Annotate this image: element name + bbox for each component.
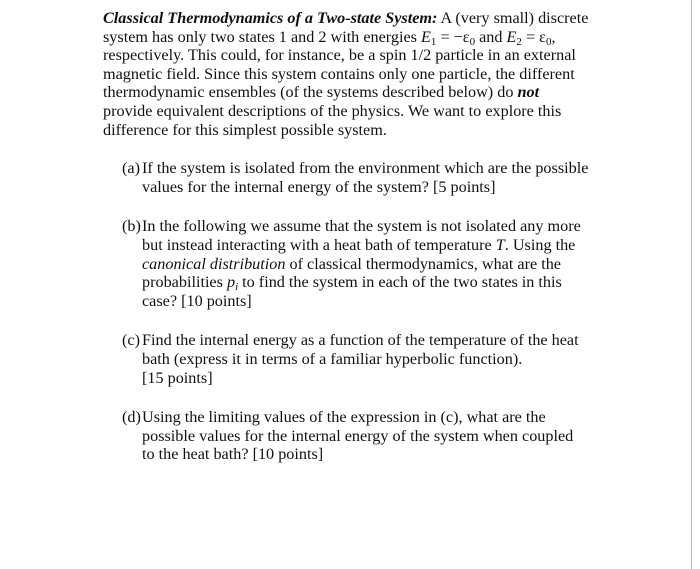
- part-d-text: Using the limiting values of the expression in (c), what are the possible values for the internal energy of the system when coupled to the heat bath? [10 points]: [142, 408, 574, 464]
- canonical-distribution-emphasis: canonical distribution: [142, 254, 286, 273]
- energy-e2-rhs-sub: 0: [545, 35, 552, 48]
- intro-not-emphasis: not: [517, 83, 540, 102]
- temperature-var: T: [495, 235, 505, 254]
- energy-e1-rhs-sub: 0: [469, 35, 476, 48]
- part-c-points: [15 points]: [142, 368, 213, 387]
- energy-e1-rhs: = −ε: [436, 27, 470, 46]
- probability-sub: i: [235, 281, 239, 294]
- part-a-text: If the system is isolated from the environment which are the possible values for the internal energy of the system? [5 points]: [142, 159, 589, 196]
- energy-e2-rhs: = ε: [521, 27, 546, 46]
- energy-e1-var: E: [421, 27, 431, 46]
- part-b-label: (b): [122, 217, 141, 236]
- part-b-text-1: In the following we assume that the system is not isolated any more but instead interacting with a heat bath of temperature: [142, 217, 581, 254]
- part-c: [103, 331, 589, 387]
- probability-var: p: [226, 273, 236, 292]
- problem-document: [103, 9, 589, 464]
- intro-text-3: provide equivalent descriptions of the physics. We want to explore this difference for this simplest possible system.: [103, 101, 562, 139]
- part-d: [103, 408, 589, 464]
- part-b-text-4: to find the system in each of the two states in this case? [10 points]: [142, 273, 562, 310]
- problem-parts: [103, 159, 589, 464]
- intro-text-1: A (very small) discrete system has only two states 1 and 2 with energies: [103, 9, 589, 46]
- part-c-label: (c): [122, 331, 140, 350]
- part-a-label: (a): [122, 159, 140, 178]
- part-a: [103, 159, 589, 196]
- energy-e1-sub: 1: [430, 35, 437, 48]
- intro-and: and: [475, 27, 507, 46]
- energy-e2-sub: 2: [516, 35, 522, 48]
- problem-heading: Classical Thermodynamics of a Two-state System:: [103, 9, 438, 27]
- part-d-label: (d): [122, 408, 141, 427]
- part-b: [103, 217, 589, 310]
- energy-e2-var: E: [506, 27, 517, 46]
- problem-intro: [103, 9, 589, 139]
- intro-text-2: , respectively. This could, for instance, be a spin 1/2 particle in an external magnetic field. Since this system contains only one particle, the different thermodynamic ensembles (of the systems described below) do: [103, 27, 576, 102]
- part-b-text-3: of classical thermodynamics, what are the probabilities: [142, 254, 561, 292]
- part-c-text: Find the internal energy as a function of the temperature of the heat bath (express it in terms of a familiar hyperbolic function).: [142, 331, 579, 368]
- page-edge-rule: [691, 0, 692, 569]
- part-b-text-2: . Using the: [504, 235, 576, 254]
